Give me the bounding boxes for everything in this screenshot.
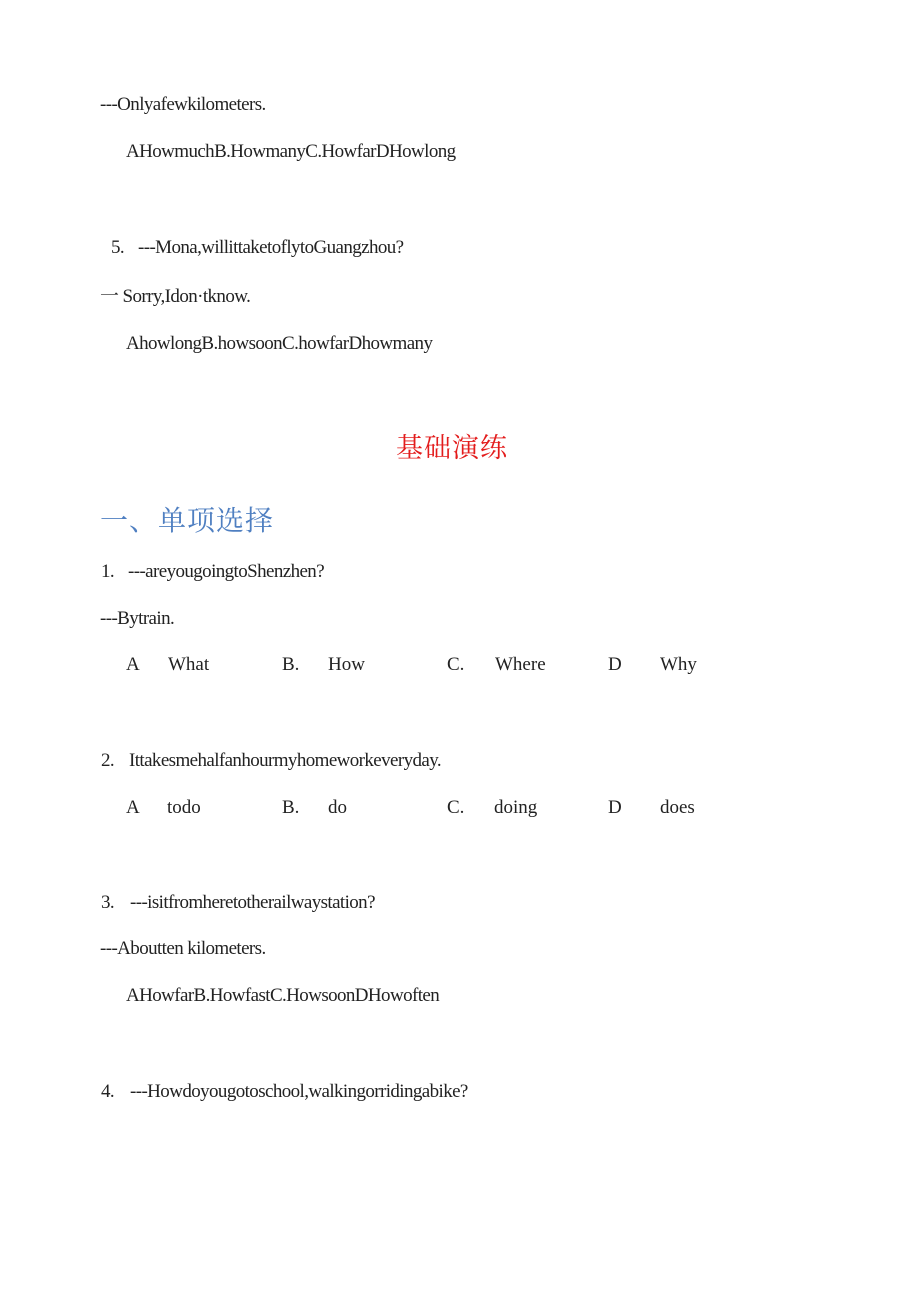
part-title: 一、单项选择	[100, 504, 275, 537]
q1-option-d-text: Why	[660, 654, 697, 675]
q2-option-c-text: doing	[494, 797, 538, 818]
q3-question-text: ---isitfromheretotherailwaystation?	[130, 892, 375, 913]
q5-options-line: AhowlongB.howsoonC.howfarDhowmany	[126, 333, 433, 354]
q1-number: 1.	[101, 561, 115, 582]
q2-option-d-text: does	[660, 797, 695, 818]
q4-question-text: ---Howdoyougotoschool,walkingorridingabike?	[130, 1081, 468, 1102]
q2-option-a-text: todo	[167, 797, 201, 818]
q2-option-b-letter: B.	[282, 797, 300, 818]
q5-number: 5.	[111, 237, 125, 258]
section-title: 基础演练	[396, 433, 508, 464]
q5-question-text: ---Mona,willittaketoflytoGuangzhou?	[138, 237, 404, 258]
q2-option-b-text: do	[328, 797, 347, 818]
q4-number: 4.	[101, 1081, 115, 1102]
q2-option-d-letter: D	[608, 797, 622, 818]
q1-option-b-text: How	[328, 654, 365, 675]
q1-option-c-letter: C.	[447, 654, 465, 675]
q4-options-line: AHowmuchB.HowmanyC.HowfarDHowlong	[126, 141, 456, 162]
q1-option-c-text: Where	[495, 654, 546, 675]
q2-option-a-letter: A	[126, 797, 140, 818]
q1-option-b-letter: B.	[282, 654, 300, 675]
q1-option-a-text: What	[168, 654, 210, 675]
q3-answer-line: ---Aboutten kilometers.	[100, 938, 266, 959]
q4-answer-line: ---Onlyafewkilometers.	[100, 94, 266, 115]
q1-option-a-letter: A	[126, 654, 140, 675]
q2-option-c-letter: C.	[447, 797, 465, 818]
q1-option-d-letter: D	[608, 654, 622, 675]
q1-answer-line: ---Bytrain.	[100, 608, 175, 629]
q3-options-line: AHowfarB.HowfastC.HowsoonDHowoften	[126, 985, 440, 1006]
q5-answer-line: 一 Sorry,Idon·tknow.	[100, 286, 251, 307]
q1-question-text: ---areyougoingtoShenzhen?	[128, 561, 325, 582]
q3-number: 3.	[101, 892, 115, 913]
q2-number: 2.	[101, 750, 115, 771]
q2-question-text: Ittakesmehalfanhourmyhomeworkeveryday.	[129, 750, 442, 771]
